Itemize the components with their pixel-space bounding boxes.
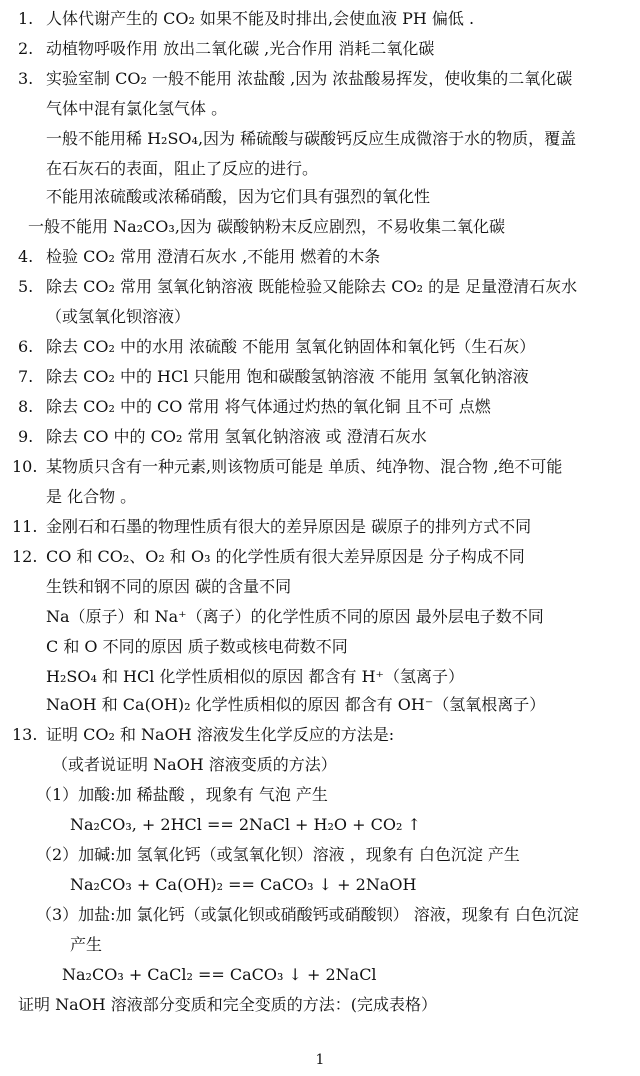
- item-number: 4.: [18, 247, 34, 266]
- text-line: [0, 182, 640, 212]
- item-number: 13.: [12, 725, 38, 744]
- text-line: [0, 512, 640, 542]
- text-line: [0, 720, 640, 750]
- line-text: 证明 NaOH 溶液部分变质和完全变质的方法：(完成表格）: [18, 995, 438, 1014]
- line-text: H₂SO₄ 和 HCl 化学性质相似的原因 都含有 H⁺（氢离子）: [46, 667, 465, 686]
- text-line: [0, 750, 640, 780]
- text-line: [0, 94, 640, 124]
- text-line: [0, 930, 640, 960]
- text-line: [0, 690, 640, 720]
- line-text: （或者说证明 NaOH 溶液变质的方法）: [52, 755, 337, 774]
- item-number: 11.: [12, 517, 38, 536]
- text-line: [0, 602, 640, 632]
- text-line: [0, 810, 640, 840]
- text-line: [0, 780, 640, 810]
- item-number: 2.: [18, 39, 34, 58]
- line-text: 一般不能用稀 H₂SO₄,因为 稀硫酸与碳酸钙反应生成微溶于水的物质，覆盖: [46, 129, 577, 148]
- text-line: [0, 272, 640, 302]
- line-text: （3）加盐:加 氯化钙（或氯化钡或硝酸钙或硝酸钡） 溶液，现象有 白色沉淀: [36, 905, 579, 924]
- line-text: 是 化合物 。: [46, 487, 137, 506]
- text-line: [0, 542, 640, 572]
- line-text: 在石灰石的表面，阻止了反应的进行。: [46, 159, 319, 178]
- line-text: 除去 CO 中的 CO₂ 常用 氢氧化钠溶液 或 澄清石灰水: [46, 427, 427, 446]
- text-line: [0, 632, 640, 662]
- text-line: [0, 302, 640, 332]
- line-text: 某物质只含有一种元素,则该物质可能是 单质、纯净物、混合物 ,绝不可能: [46, 457, 563, 476]
- line-text: 除去 CO₂ 中的 HCl 只能用 饱和碳酸氢钠溶液 不能用 氢氧化钠溶液: [46, 367, 529, 386]
- text-line: [0, 392, 640, 422]
- line-text: Na（原子）和 Na⁺（离子）的化学性质不同的原因 最外层电子数不同: [46, 607, 544, 626]
- text-line: [0, 422, 640, 452]
- text-line: [0, 662, 640, 692]
- text-line: [0, 362, 640, 392]
- line-text: 动植物呼吸作用 放出二氧化碳 ,光合作用 消耗二氧化碳: [46, 39, 435, 58]
- line-text: 实验室制 CO₂ 一般不能用 浓盐酸 ,因为 浓盐酸易挥发，使收集的二氧化碳: [46, 69, 573, 88]
- text-line: [0, 960, 640, 990]
- text-line: [0, 154, 640, 184]
- text-line: [0, 34, 640, 64]
- text-line: [0, 482, 640, 512]
- line-text: （2）加碱:加 氢氧化钙（或氢氧化钡）溶液 ，现象有 白色沉淀 产生: [36, 845, 520, 864]
- line-text: Na₂CO₃ + CaCl₂ == CaCO₃ ↓ + 2NaCl: [62, 965, 377, 984]
- item-number: 9.: [18, 427, 34, 446]
- line-text: 一般不能用 Na₂CO₃,因为 碳酸钠粉末反应剧烈，不易收集二氧化碳: [28, 217, 505, 236]
- text-line: [0, 870, 640, 900]
- line-text: 除去 CO₂ 中的水用 浓硫酸 不能用 氢氧化钠固体和氧化钙（生石灰）: [46, 337, 536, 356]
- text-line: [0, 242, 640, 272]
- line-text: 气体中混有氯化氢气体 。: [46, 99, 228, 118]
- line-text: Na₂CO₃, + 2HCl == 2NaCl + H₂O + CO₂ ↑: [70, 815, 421, 834]
- line-text: 产生: [70, 935, 103, 954]
- line-text: 人体代谢产生的 CO₂ 如果不能及时排出,会使血液 PH 偏低 .: [46, 9, 475, 28]
- line-text: 除去 CO₂ 中的 CO 常用 将气体通过灼热的氧化铜 且不可 点燃: [46, 397, 491, 416]
- item-number: 5.: [18, 277, 34, 296]
- item-number: 8.: [18, 397, 34, 416]
- line-text: 生铁和钢不同的原因 碳的含量不同: [46, 577, 292, 596]
- text-line: [0, 332, 640, 362]
- line-text: （1）加酸:加 稀盐酸 ，现象有 气泡 产生: [36, 785, 328, 804]
- line-text: CO 和 CO₂、O₂ 和 O₃ 的化学性质有很大差异原因是 分子构成不同: [46, 547, 525, 566]
- line-text: 检验 CO₂ 常用 澄清石灰水 ,不能用 燃着的木条: [46, 247, 381, 266]
- text-line: [0, 452, 640, 482]
- text-line: [0, 64, 640, 94]
- line-text: 不能用浓硫酸或浓稀硝酸，因为它们具有强烈的氧化性: [46, 187, 431, 206]
- line-text: 金刚石和石墨的物理性质有很大的差异原因是 碳原子的排列方式不同: [46, 517, 532, 536]
- text-line: [0, 900, 640, 930]
- line-text: （或氢氧化钡溶液）: [46, 307, 191, 326]
- page-number: 1: [315, 1052, 325, 1068]
- line-text: 除去 CO₂ 常用 氢氧化钠溶液 既能检验又能除去 CO₂ 的是 足量澄清石灰水: [46, 277, 578, 296]
- text-line: [0, 572, 640, 602]
- item-number: 6.: [18, 337, 34, 356]
- text-line: [0, 212, 640, 242]
- item-number: 7.: [18, 367, 34, 386]
- line-text: Na₂CO₃ + Ca(OH)₂ == CaCO₃ ↓ + 2NaOH: [70, 875, 417, 894]
- text-line: [0, 4, 640, 34]
- text-line: [0, 990, 640, 1020]
- item-number: 12.: [12, 547, 38, 566]
- item-number: 10.: [12, 457, 38, 476]
- item-number: 3.: [18, 69, 34, 88]
- line-text: NaOH 和 Ca(OH)₂ 化学性质相似的原因 都含有 OH⁻（氢氧根离子）: [46, 695, 546, 714]
- text-line: [0, 124, 640, 154]
- text-line: [0, 840, 640, 870]
- line-text: C 和 O 不同的原因 质子数或核电荷数不同: [46, 637, 348, 656]
- line-text: 证明 CO₂ 和 NaOH 溶液发生化学反应的方法是:: [46, 725, 395, 744]
- item-number: 1.: [18, 9, 34, 28]
